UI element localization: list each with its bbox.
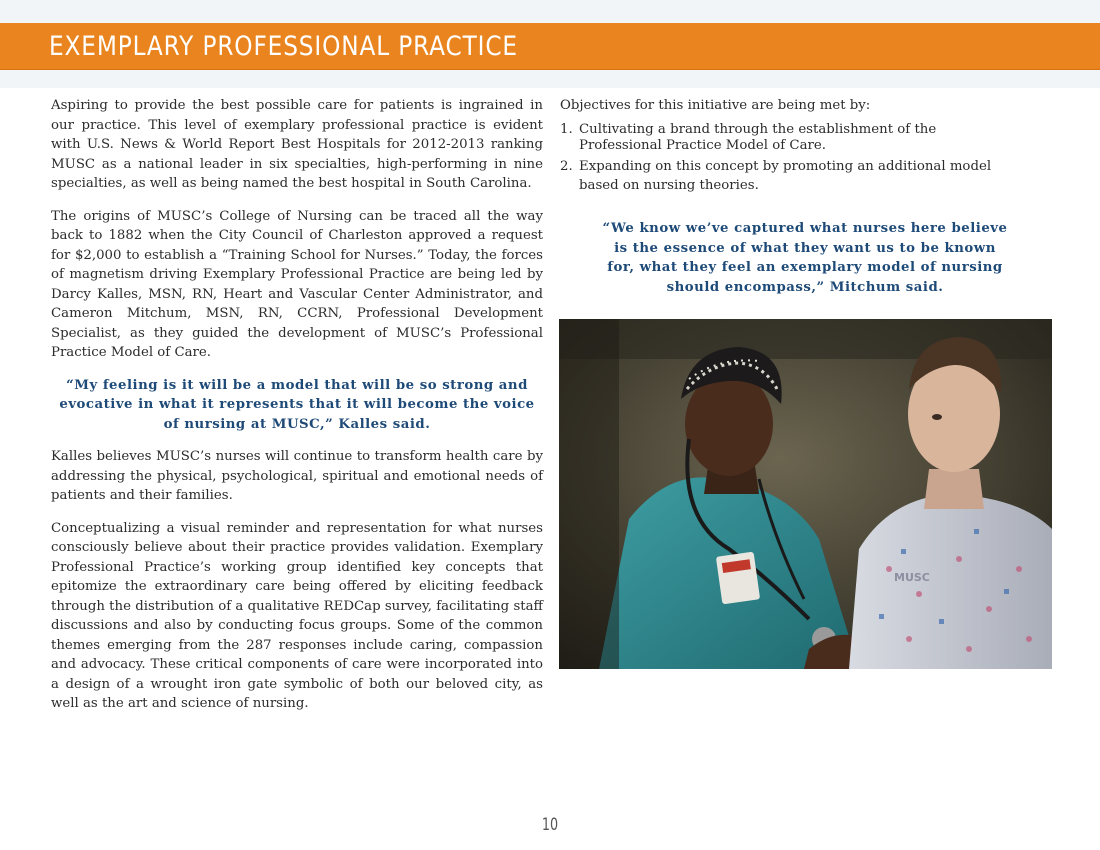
list-item xyxy=(560,122,1020,154)
section-title: EXEMPLARY PROFESSIONAL PRACTICE xyxy=(49,31,518,62)
body-paragraph-4: Conceptualizing a visual reminder and representation for what nurses consciously believe about their practice provides validation. Exemplary Professional Practice’s working group identified key concepts that epitomize the extraordinary care being offered by eliciting feedback through the distribution of a qualitative REDCap survey, facilitating staff discussions and also by conducting focus groups. Some of the common themes emerging from the 287 responses include caring, compassion and advocacy. These critical components of care were incorporated into a design of a wrought iron gate symbolic of both our beloved city, as well as the art and science of nursing. xyxy=(51,520,543,711)
objectives-list xyxy=(560,122,1020,196)
body-paragraph-2: The origins of MUSC’s College of Nursing can be traced all the way back to 1882 when the City Council of Charleston approved a request for $2,000 to establish a “Training School for Nurses.” Today, the forces of magnetism driving Exemplary Professional Practice are being led by Darcy Kalles, MSN, RN, Heart and Vascular Center Administrator, and Cameron Mitchum, MSN, RN, CCRN, Professional Development Specialist, as they guided the development of MUSC’s Professional Practice Model of Care. xyxy=(51,208,543,360)
list-number: 2. xyxy=(560,158,573,174)
objectives-intro: Objectives for this initiative are being met by: xyxy=(560,98,871,113)
list-text: Expanding on this concept by promoting an additional model based on nursing theories. xyxy=(579,158,992,193)
pull-quote-mitchum: “We know we’ve captured what nurses here believe is the essence of what they want us to be known for, what they feel an exemplary model of nursing should encompass,” Mitchum said. xyxy=(602,221,1008,295)
list-number: 1. xyxy=(560,121,573,137)
body-paragraph-1: Aspiring to provide the best possible care for patients is ingrained in our practice. This level of exemplary professional practice is evident with U.S. News & World Report Best Hospitals for 2012-2013 ranking MUSC as a national leader in six specialties, high-performing in nine specialties, as well as being named the best hospital in South Carolina. xyxy=(51,98,543,191)
page-number: 10 xyxy=(541,815,559,835)
gown-musc-text: MUSC xyxy=(894,571,930,584)
body-paragraph-3: Kalles believes MUSC’s nurses will continue to transform health care by addressing the physical, psychological, spiritual and emotional needs of patients and their families. xyxy=(51,449,543,503)
pull-quote-kalles: “My feeling is it will be a model that will be so strong and evocative in what it represents that it will become the voice of nursing at MUSC,” Kalles said. xyxy=(59,377,535,432)
left-column xyxy=(51,96,543,727)
list-item xyxy=(560,157,1020,196)
list-text: Cultivating a brand through the establishment of the Professional Practice Model of Care. xyxy=(579,121,937,153)
right-column xyxy=(560,96,1020,199)
nurse-patient-photo xyxy=(559,319,1052,669)
